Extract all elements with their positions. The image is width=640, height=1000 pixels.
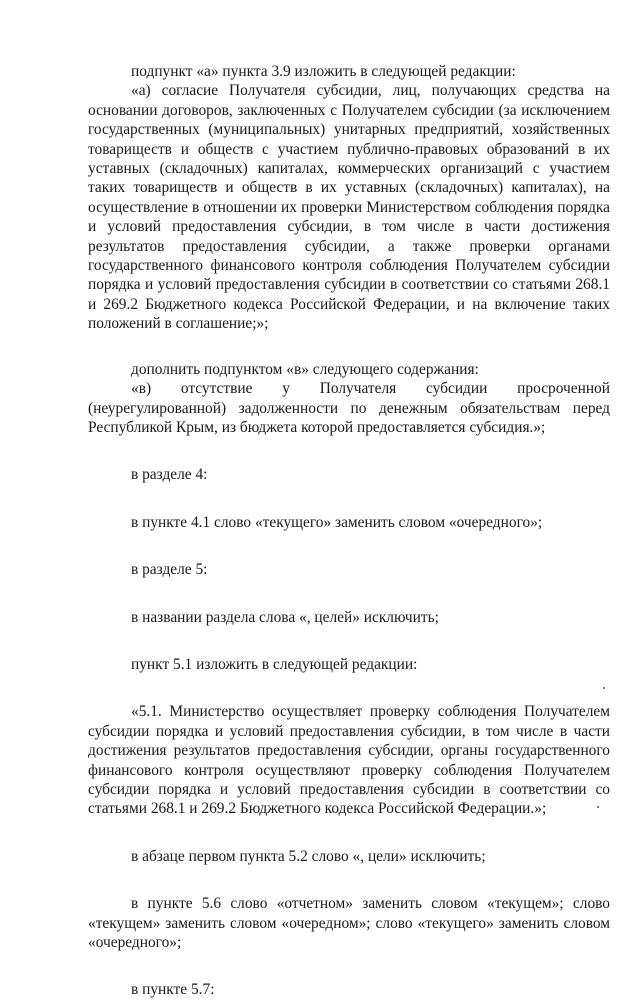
paragraph-subitem-v-text: «в) отсутствие у Получателя субсидии просроченной (неурегулированной) задолженности по денежным обязательствам перед Республикой Крым, из бюджета которой предоставляется субсидия.»; (88, 380, 610, 436)
paragraph-gap (88, 674, 610, 702)
paragraph-item-5-1-text: «5.1. Министерство осуществляет проверку соблюдения Получателем субсидии порядка и условий предоставления субсидии, в том числе в части достижения результатов предоставления субсидии, органы государственного финансового контроля осуществляют проверку соблюдения Получателем субсидии порядка и условий предоставления субсидии в соответствии со статьями 268.1 и 269.2 Бюджетного кодекса Российской Федерации.»; (88, 703, 610, 818)
paragraph-section-title: в названии раздела слова «, целей» исключить; (131, 608, 439, 626)
paragraph-subitem-a-intro: подпункт «а» пункта 3.9 изложить в следующей редакции: (131, 63, 516, 80)
paragraph-item-5-6: в пункте 5.6 слово «отчетном» заменить словом «текущем»; слово «текущем» заменить словом «очередном»; слово «текущего» заменить словом «очередного»; (88, 895, 610, 951)
paragraph-subitem-v-intro: дополнить подпунктом «в» следующего содержания: (131, 360, 479, 378)
paragraph-gap (88, 334, 610, 360)
document-body (88, 62, 610, 1000)
paragraph-item-5-7: в пункте 5.7: (131, 981, 215, 999)
paragraph-gap (88, 485, 610, 513)
scan-speck (603, 687, 605, 689)
paragraph-section-5: в разделе 5: (131, 561, 208, 579)
paragraph-item-5-1-intro: пункт 5.1 изложить в следующей редакции: (131, 655, 418, 673)
paragraph-gap (88, 580, 610, 608)
paragraph-gap (88, 866, 610, 894)
paragraph-section-4: в разделе 4: (131, 466, 208, 484)
scan-speck (597, 806, 599, 808)
paragraph-item-4-1: в пункте 4.1 слово «текущего» заменить словом «очередного»; (131, 513, 543, 531)
paragraph-subitem-a-text: «а) согласие Получателя субсидии, лиц, получающих средства на основании договоров, заключенных с Получателем субсидии (за исключением государственных (муниципальных) унитарных предприятий, хозяйственных товариществ и обществ с участием публично-правовых образований в их уставных (складочных) капиталах, коммерческих организаций с участием таких товариществ и обществ в их уставных (складочных) капиталах), на осуществление в отношении их проверки Министерством соблюдения порядка и условий предоставления субсидии, в том числе в части достижения результатов предоставления субсидии, а также проверки органами государственного финансового контроля соблюдения Получателем субсидии порядка и условий предоставления субсидии в соответствии со статьями 268.1 и 269.2 Бюджетного кодекса Российской Федерации, и на включение таких положений в соглашение;»; (88, 82, 610, 333)
paragraph-gap (88, 437, 610, 465)
paragraph-gap (88, 952, 610, 980)
paragraph-gap (88, 627, 610, 655)
paragraph-gap (88, 532, 610, 560)
paragraph-gap (88, 819, 610, 847)
paragraph-item-5-2: в абзаце первом пункта 5.2 слово «, цели» исключить; (131, 847, 486, 865)
